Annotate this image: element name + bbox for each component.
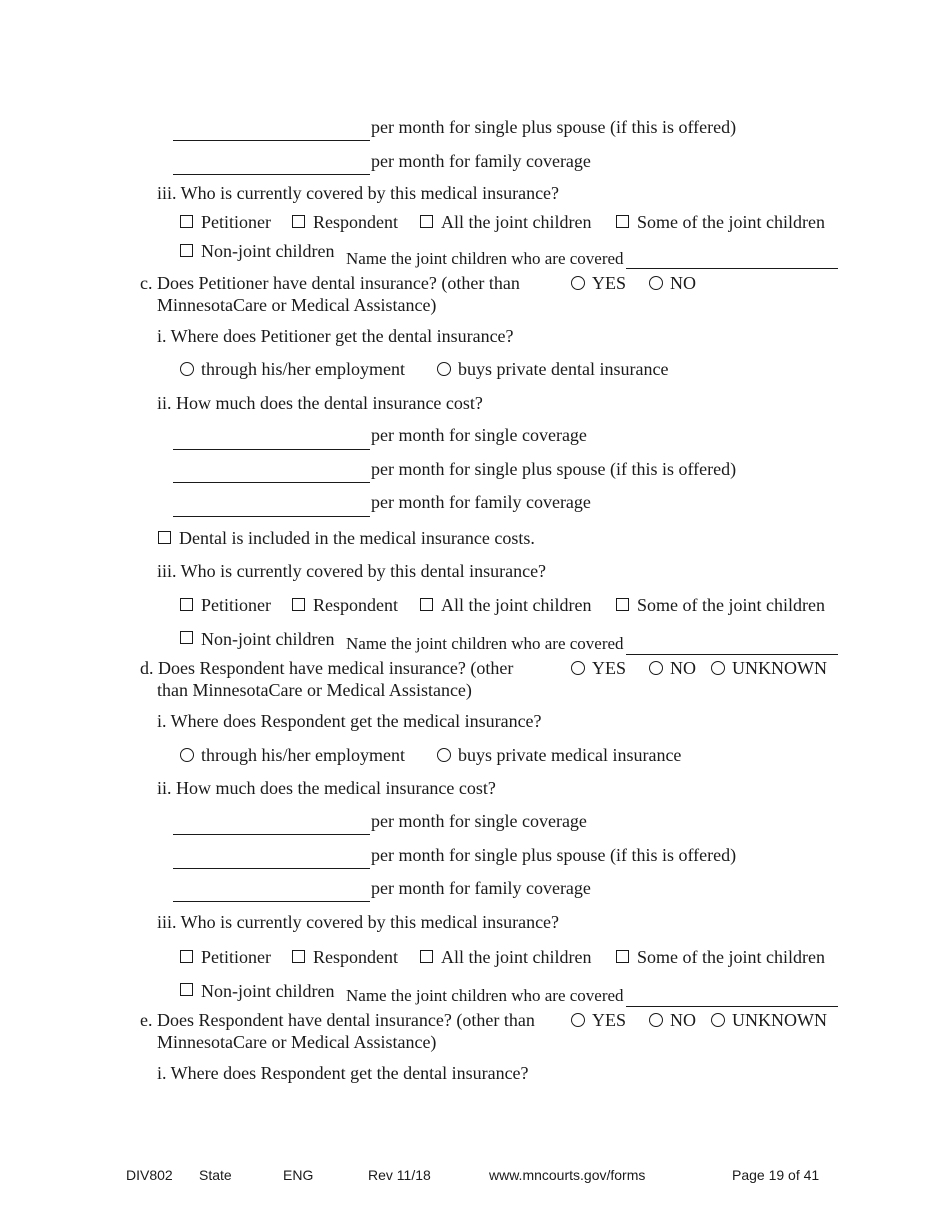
checkbox-d-some-joint-children[interactable] xyxy=(616,950,629,963)
question-c-line1: c. Does Petitioner have dental insurance? (other than xyxy=(140,273,520,293)
label-c-all-joint-children: All the joint children xyxy=(441,595,592,615)
question-c-i: i. Where does Petitioner get the dental insurance? xyxy=(157,326,514,346)
label-d-some-joint-children: Some of the joint children xyxy=(637,947,825,967)
checkbox-d-respondent[interactable] xyxy=(292,950,305,963)
radio-c-employment[interactable] xyxy=(180,362,194,376)
label-c-some-joint-children: Some of the joint children xyxy=(637,595,825,615)
label-c-non-joint-children: Non-joint children xyxy=(201,629,335,649)
radio-d-private[interactable] xyxy=(437,748,451,762)
amount-field-d-single-plus-spouse[interactable] xyxy=(173,868,370,869)
label-d-yes: YES xyxy=(592,658,627,678)
checkbox-d-non-joint-children[interactable] xyxy=(180,983,193,996)
label-some-joint-children: Some of the joint children xyxy=(637,212,825,232)
footer-form-id: DIV802 xyxy=(126,1167,173,1183)
question-c-line2: MinnesotaCare or Medical Assistance) xyxy=(157,295,437,315)
label-c-private: buys private dental insurance xyxy=(458,359,669,379)
cost-label-d-single-plus-spouse: per month for single plus spouse (if this is offered) xyxy=(371,845,737,865)
label-d-employment: through his/her employment xyxy=(201,745,405,765)
checkbox-d-all-joint-children[interactable] xyxy=(420,950,433,963)
checkbox-c-non-joint-children[interactable] xyxy=(180,631,193,644)
amount-field-d-family[interactable] xyxy=(173,901,370,902)
question-c-ii: ii. How much does the dental insurance cost? xyxy=(157,393,483,413)
label-d-respondent: Respondent xyxy=(313,947,398,967)
radio-c-yes[interactable] xyxy=(571,276,585,290)
question-e-line2: MinnesotaCare or Medical Assistance) xyxy=(157,1032,437,1052)
footer-page-number: Page 19 of 41 xyxy=(732,1167,820,1183)
amount-field-family[interactable] xyxy=(173,174,370,175)
cost-label-d-family: per month for family coverage xyxy=(371,878,591,898)
cost-label-d-single: per month for single coverage xyxy=(371,811,587,831)
label-e-no: NO xyxy=(670,1010,696,1030)
footer-revision: Rev 11/18 xyxy=(368,1167,431,1183)
label-c-no: NO xyxy=(670,273,696,293)
question-d-line1: d. Does Respondent have medical insurance? (other xyxy=(140,658,514,678)
amount-field-c-family[interactable] xyxy=(173,516,370,517)
checkbox-non-joint-children[interactable] xyxy=(180,244,193,257)
radio-e-unknown[interactable] xyxy=(711,1013,725,1027)
radio-c-no[interactable] xyxy=(649,276,663,290)
label-c-petitioner: Petitioner xyxy=(201,595,271,615)
label-d-name-joint-children: Name the joint children who are covered xyxy=(346,986,624,1005)
radio-c-private[interactable] xyxy=(437,362,451,376)
label-d-non-joint-children: Non-joint children xyxy=(201,981,335,1001)
amount-field-d-single[interactable] xyxy=(173,834,370,835)
cost-label-c-single: per month for single coverage xyxy=(371,425,587,445)
cost-label-family: per month for family coverage xyxy=(371,151,591,171)
question-d-line2: than MinnesotaCare or Medical Assistance) xyxy=(157,680,472,700)
radio-d-employment[interactable] xyxy=(180,748,194,762)
radio-d-yes[interactable] xyxy=(571,661,585,675)
label-d-private: buys private medical insurance xyxy=(458,745,682,765)
label-non-joint-children: Non-joint children xyxy=(201,241,335,261)
label-petitioner: Petitioner xyxy=(201,212,271,232)
checkbox-respondent[interactable] xyxy=(292,215,305,228)
label-d-petitioner: Petitioner xyxy=(201,947,271,967)
label-d-unknown: UNKNOWN xyxy=(732,658,827,678)
checkbox-all-joint-children[interactable] xyxy=(420,215,433,228)
cost-label-single-plus-spouse: per month for single plus spouse (if this is offered) xyxy=(371,117,737,137)
cost-label-c-family: per month for family coverage xyxy=(371,492,591,512)
radio-d-no[interactable] xyxy=(649,661,663,675)
radio-d-unknown[interactable] xyxy=(711,661,725,675)
label-e-yes: YES xyxy=(592,1010,627,1030)
label-name-joint-children: Name the joint children who are covered xyxy=(346,249,624,268)
checkbox-c-petitioner[interactable] xyxy=(180,598,193,611)
name-joint-children-field[interactable] xyxy=(626,268,838,269)
d-name-joint-children-field[interactable] xyxy=(626,1006,838,1007)
label-d-all-joint-children: All the joint children xyxy=(441,947,592,967)
question-e-line1: e. Does Respondent have dental insurance? (other than xyxy=(140,1010,535,1030)
label-c-name-joint-children: Name the joint children who are covered xyxy=(346,634,624,653)
radio-e-yes[interactable] xyxy=(571,1013,585,1027)
question-d-i: i. Where does Respondent get the medical insurance? xyxy=(157,711,542,731)
question-d-iii: iii. Who is currently covered by this medical insurance? xyxy=(157,912,560,932)
checkbox-some-joint-children[interactable] xyxy=(616,215,629,228)
label-dental-included: Dental is included in the medical insurance costs. xyxy=(179,528,535,548)
label-respondent: Respondent xyxy=(313,212,398,232)
label-d-no: NO xyxy=(670,658,696,678)
c-name-joint-children-field[interactable] xyxy=(626,654,838,655)
question-c-iii: iii. Who is currently covered by this dental insurance? xyxy=(157,561,547,581)
footer-url[interactable]: www.mncourts.gov/forms xyxy=(489,1167,646,1183)
checkbox-d-petitioner[interactable] xyxy=(180,950,193,963)
checkbox-c-some-joint-children[interactable] xyxy=(616,598,629,611)
amount-field-single-plus-spouse[interactable] xyxy=(173,140,370,141)
label-c-respondent: Respondent xyxy=(313,595,398,615)
checkbox-c-all-joint-children[interactable] xyxy=(420,598,433,611)
checkbox-dental-included[interactable] xyxy=(158,531,171,544)
label-all-joint-children: All the joint children xyxy=(441,212,592,232)
amount-field-c-single[interactable] xyxy=(173,449,370,450)
question-d-ii: ii. How much does the medical insurance cost? xyxy=(157,778,496,798)
question-e-i: i. Where does Respondent get the dental insurance? xyxy=(157,1063,529,1083)
checkbox-c-respondent[interactable] xyxy=(292,598,305,611)
amount-field-c-single-plus-spouse[interactable] xyxy=(173,482,370,483)
label-e-unknown: UNKNOWN xyxy=(732,1010,827,1030)
label-c-employment: through his/her employment xyxy=(201,359,405,379)
cost-label-c-single-plus-spouse: per month for single plus spouse (if this is offered) xyxy=(371,459,737,479)
footer-language: ENG xyxy=(283,1167,314,1183)
label-c-yes: YES xyxy=(592,273,627,293)
question-iii-medical-covered: iii. Who is currently covered by this medical insurance? xyxy=(157,183,560,203)
footer-jurisdiction: State xyxy=(199,1167,232,1183)
checkbox-petitioner[interactable] xyxy=(180,215,193,228)
radio-e-no[interactable] xyxy=(649,1013,663,1027)
